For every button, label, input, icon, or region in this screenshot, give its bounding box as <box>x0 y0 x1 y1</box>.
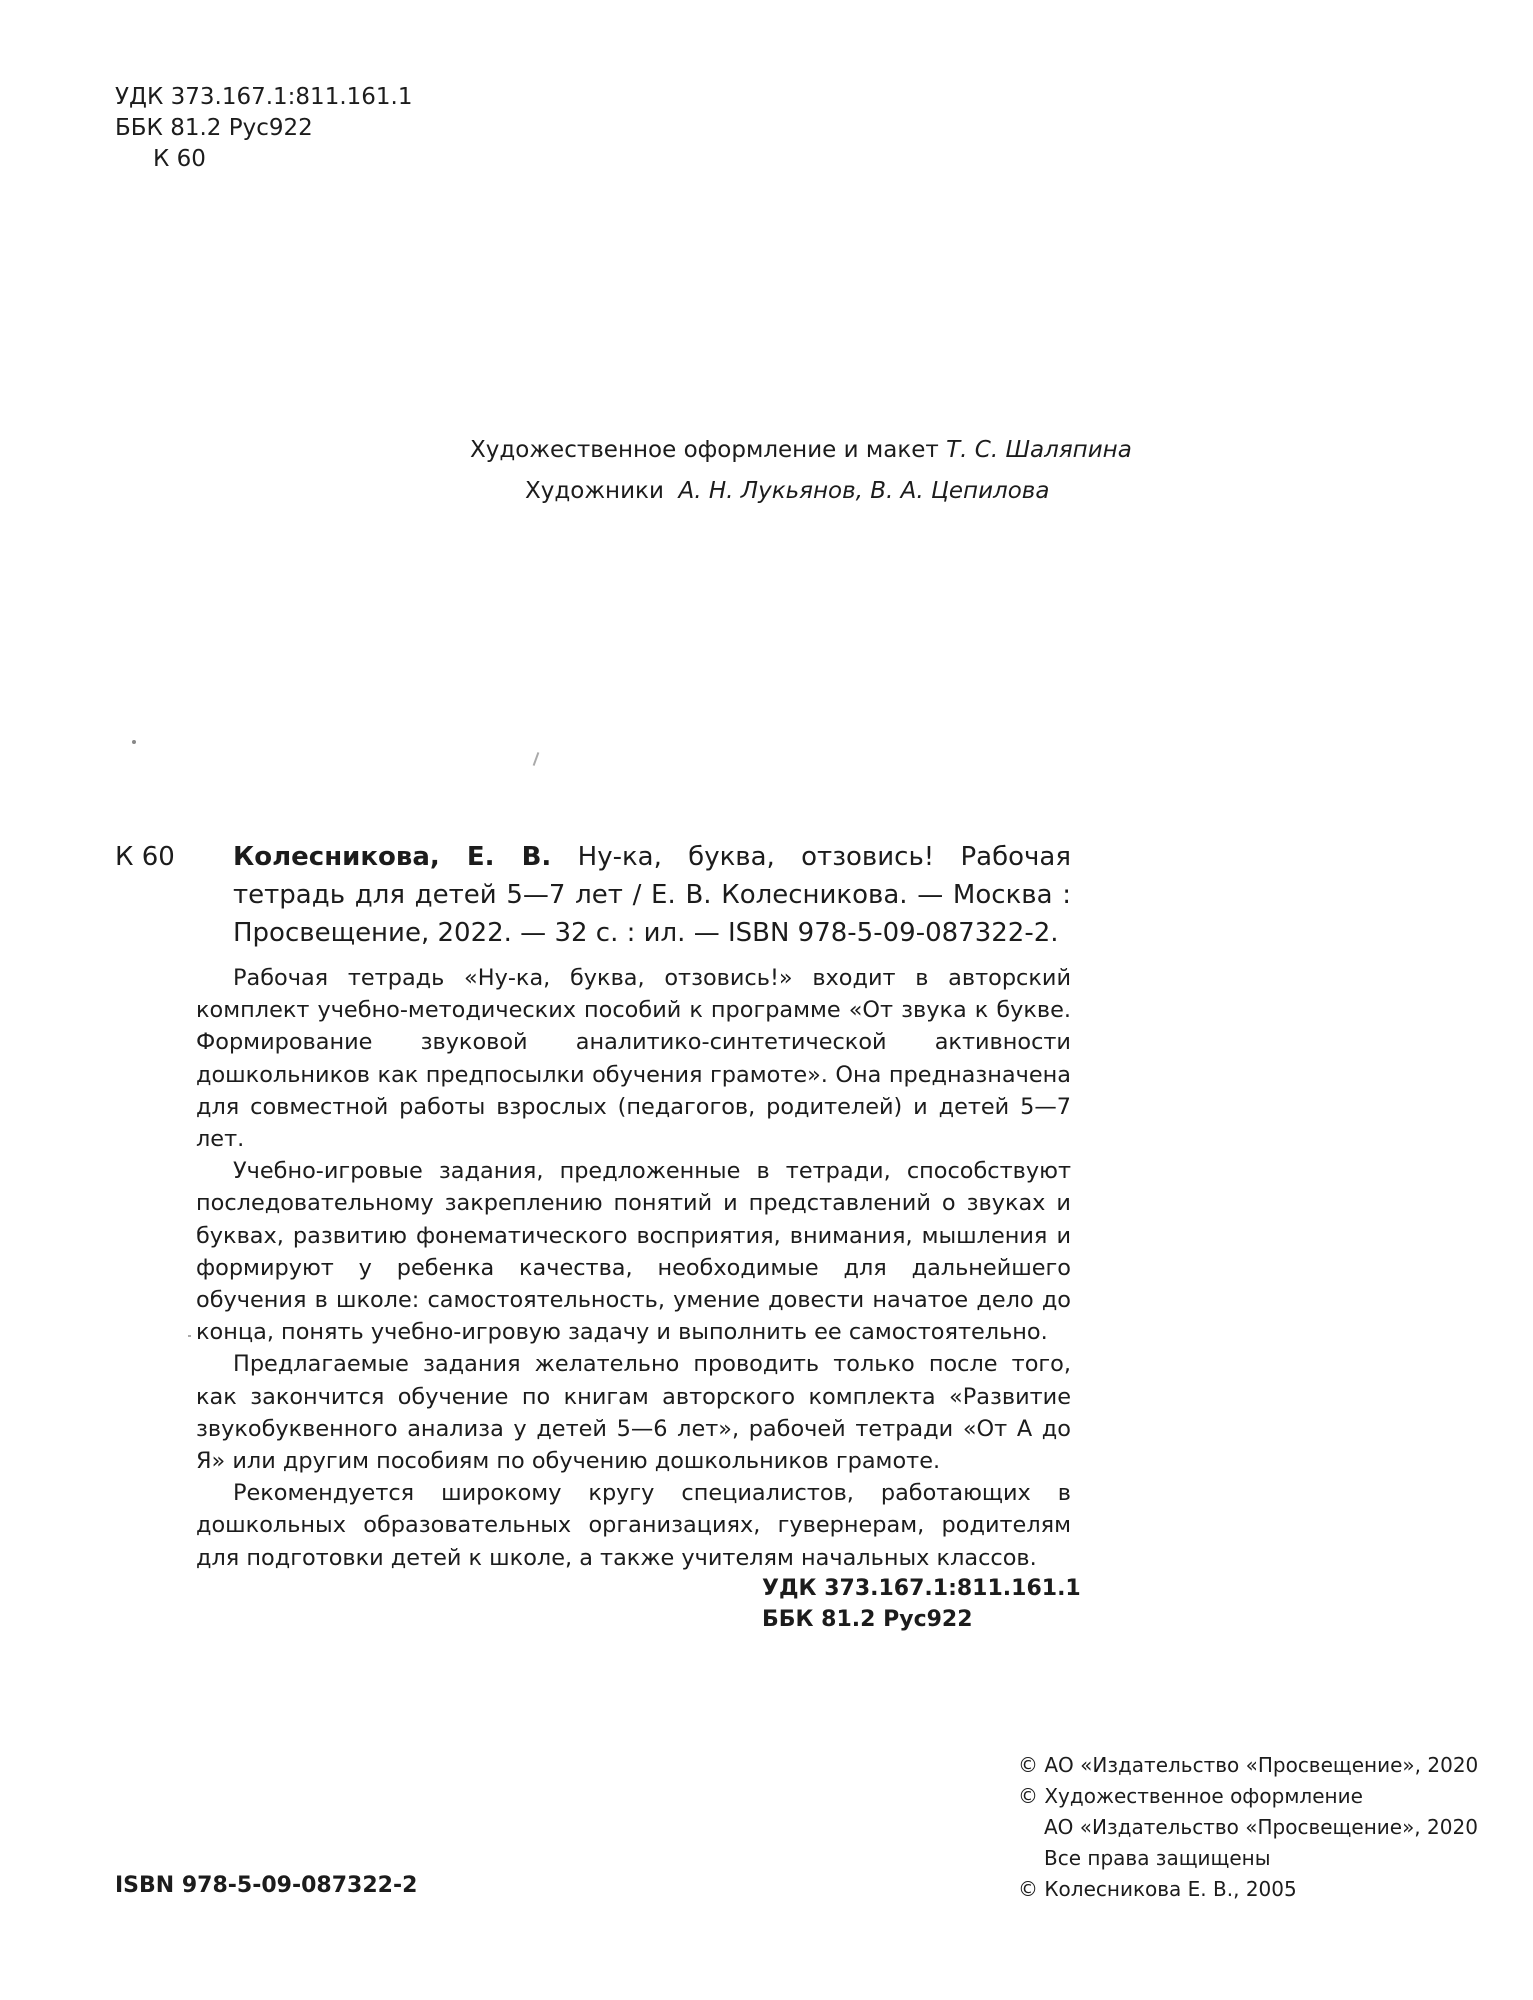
copyright-line: АО «Издательство «Просвещение», 2020 <box>1044 1815 1478 1839</box>
header-classification-codes <box>115 82 412 175</box>
design-label: Художественное оформление и макет <box>470 437 939 463</box>
scan-speck <box>132 740 136 744</box>
design-credit <box>470 430 1132 471</box>
bibliographic-record <box>233 838 1071 952</box>
copyright-line: © Колесникова Е. В., 2005 <box>1018 1877 1297 1901</box>
scan-speck <box>533 752 540 766</box>
design-name: Т. С. Шаляпина <box>946 437 1132 463</box>
udk-code-bottom: УДК 373.167.1:811.161.1 <box>762 1576 1081 1601</box>
annotation-paragraph: Рабочая тетрадь «Ну-ка, буква, отзовись!» входит в авторский комплект учебно-методических пособий к программе «От звука к букве. Формирование звуковой аналитико-синтетической активности дошкольников как предпосылки обучения грамоте». Она предназначена для совместной работы взрослых (педагогов, родителей) и детей 5—7 лет. <box>196 965 1071 1153</box>
annotation-paragraph: Предлагаемые задания желательно проводить только после того, как закончится обучение по книгам авторского комплекта «Развитие звукобуквенного анализа у детей 5—6 лет», рабочей тетради «От А до Я» или другим пособиям по обучению дошкольников грамоте. <box>196 1351 1071 1475</box>
artists-label: Художники <box>525 478 664 504</box>
annotation-paragraph: Рекомендуется широкому кругу специалистов, работающих в дошкольных образовательных организациях, гувернерам, родителям для подготовки детей к школе, а также учителям начальных классов. <box>196 1480 1071 1571</box>
annotation-paragraph: Учебно-игровые задания, предложенные в тетради, способствуют последовательному закреплению понятий и представлений о звуках и буквах, развитию фонематического восприятия, внимания, мышления и формируют у ребенка качества, необходимые для дальнейшего обучения в школе: самостоятельность, умение довести начатое дело до конца, понять учебно-игровую задачу и выполнить ее самостоятельно. <box>196 1158 1071 1346</box>
isbn: ISBN 978-5-09-087322-2 <box>115 1873 418 1898</box>
artists-credit <box>525 471 1049 512</box>
author-mark: К 60 <box>153 146 206 172</box>
scan-speck <box>188 1335 191 1337</box>
bbk-code-bottom: ББК 81.2 Рус922 <box>762 1607 973 1632</box>
bibliography-author: Колесникова, Е. В. <box>233 842 552 872</box>
bibliography-description: Ну-ка, буква, отзовись! Рабочая тетрадь для детей 5—7 лет / Е. В. Колесникова. — Москва : Просвещение, 2022. — 32 с. : ил. — ISBN 978-5-09-087322-2. <box>233 842 1071 948</box>
udk-code: УДК 373.167.1:811.161.1 <box>115 84 413 110</box>
copyright-block <box>1018 1750 1478 1905</box>
bibliography-code: К 60 <box>115 842 175 872</box>
bottom-classification-codes <box>0 1573 1081 1635</box>
copyright-line: © АО «Издательство «Просвещение», 2020 <box>1018 1753 1479 1777</box>
copyright-line: © Художественное оформление <box>1018 1784 1363 1808</box>
artists-names: А. Н. Лукьянов, В. А. Цепилова <box>678 478 1050 504</box>
bbk-code: ББК 81.2 Рус922 <box>115 115 313 141</box>
annotation <box>196 962 1071 1574</box>
copyright-line: Все права защищены <box>1044 1846 1271 1870</box>
